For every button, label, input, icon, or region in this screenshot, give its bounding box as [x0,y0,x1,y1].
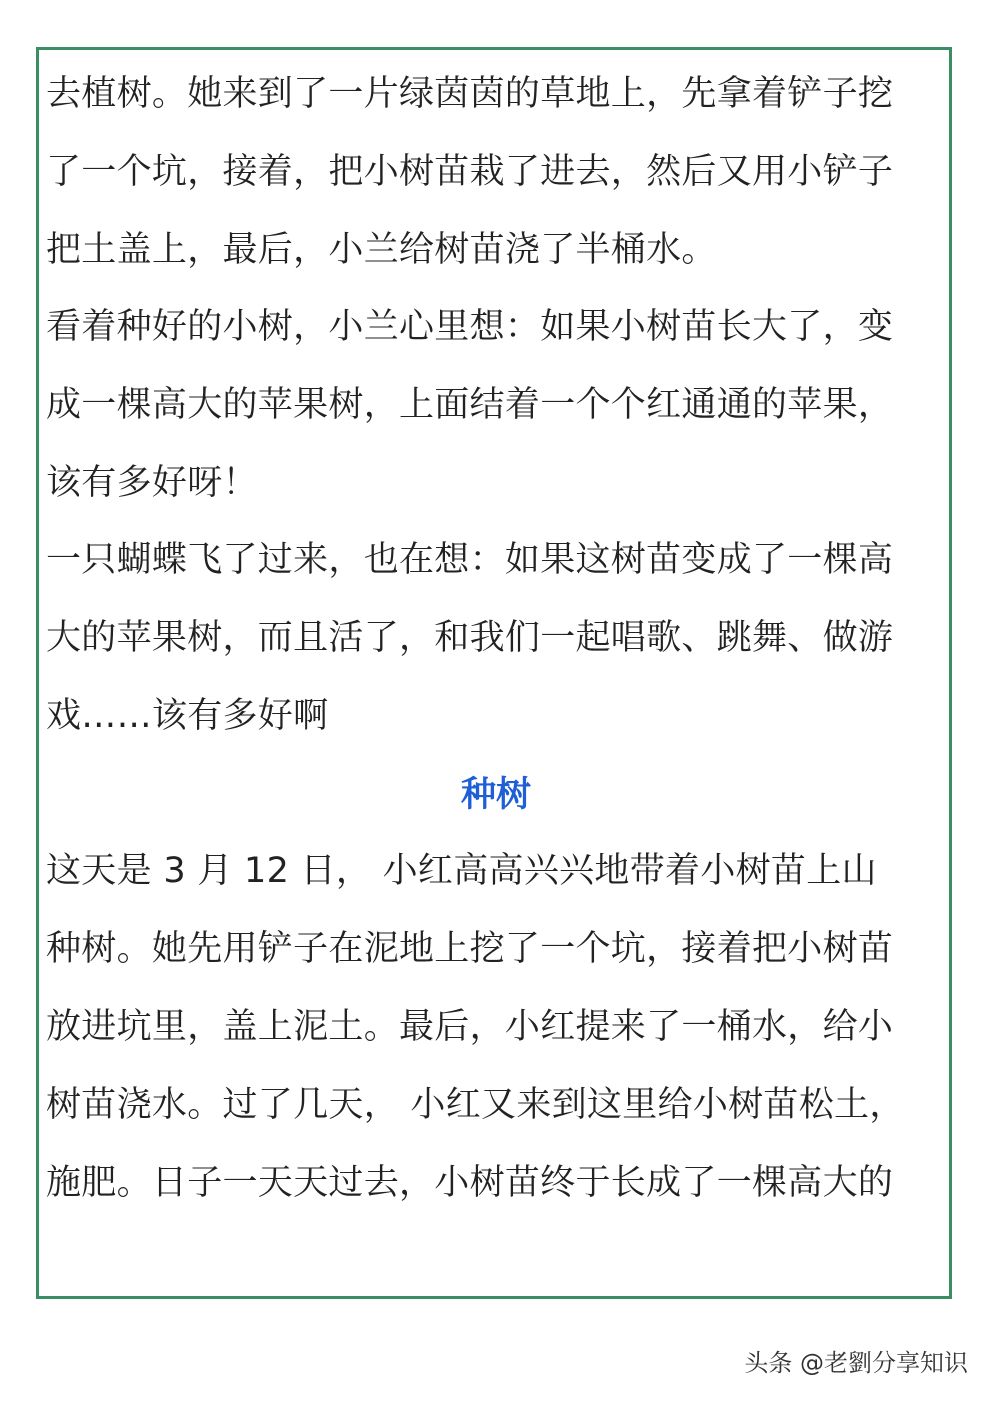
watermark: 头条 @老劉分享知识 [744,1349,968,1377]
text-line: 放进坑里，盖上泥土。最后，小红提来了一桶水，给小 [46,1007,894,1047]
text-line: 种树。她先用铲子在泥地上挖了一个坑，接着把小树苗 [46,929,894,969]
text-line: 大的苹果树，而且活了，和我们一起唱歌、跳舞、做游 [46,618,894,658]
text-line: 成一棵高大的苹果树，上面结着一个个红通通的苹果， [46,385,894,425]
text-line: 树苗浇水。过了几天， 小红又来到这里给小树苗松土， [46,1085,905,1125]
paragraph-xiaohong-planting [46,832,946,1222]
text-line: 该有多好呀！ [46,463,258,503]
text-line: 了一个坑，接着，把小树苗栽了进去，然后又用小铲子 [46,152,894,192]
text-line: 施肥。日子一天天过去，小树苗终于长成了一棵高大的 [46,1163,894,1203]
section-heading: 种树 [460,775,531,815]
paragraph-butterfly [46,521,946,755]
text-line: 看着种好的小树，小兰心里想：如果小树苗长大了，变 [46,307,894,347]
text-line: 去植树。她来到了一片绿茵茵的草地上，先拿着铲子挖 [46,74,894,114]
text-line: 戏……该有多好啊 [46,696,329,736]
paragraph-planting-grass [46,55,946,289]
text-line: 一只蝴蝶飞了过来，也在想：如果这树苗变成了一棵高 [46,540,894,580]
paragraph-xiaolan-thinking [46,288,946,522]
text-line: 把土盖上，最后，小兰给树苗浇了半桶水。 [46,230,717,270]
text-line: 这天是 3 月 12 日， 小红高高兴兴地带着小树苗上山 [46,851,877,891]
